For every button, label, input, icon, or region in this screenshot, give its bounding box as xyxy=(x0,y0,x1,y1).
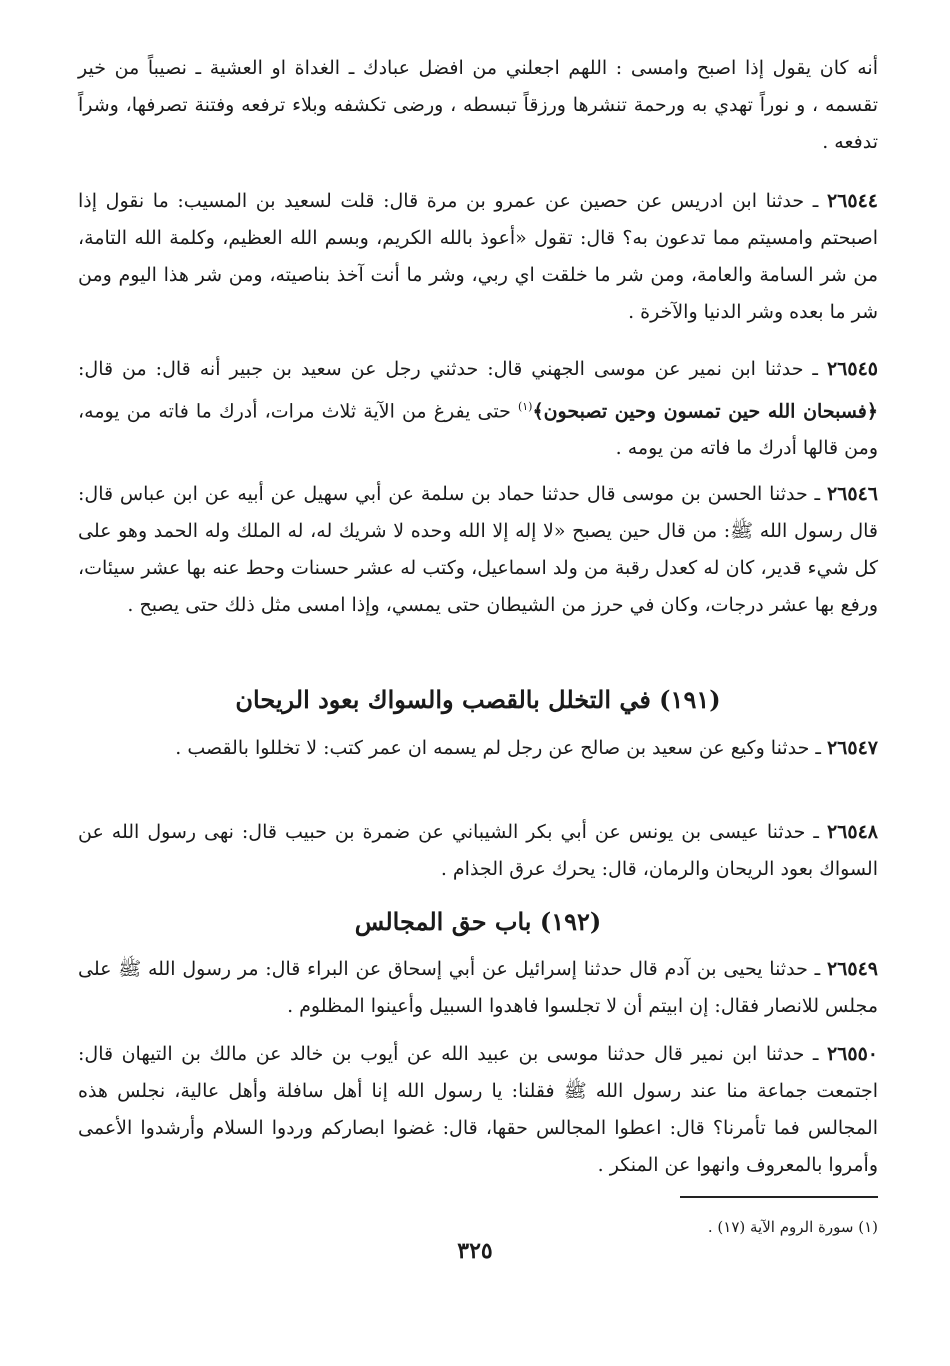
hadith-text: ـ حدثنا يحيى بن آدم قال حدثنا إسرائيل عن أبي إسحاق عن البراء قال: مر رسول الله ﷺ على مجلس للانصار فقال: إن ابيتم أن لا تجلسوا فاهدوا السبيل وأعينوا المظلوم . xyxy=(78,958,878,1017)
hadith-text: ـ حدثنا ابن ادريس عن حصين عن عمرو بن مرة قال: قلت لسعيد بن المسيب: ما نقول إذا اصبحتم وامسيتم مما تدعون به؟ قال: تقول «أعوذ بالله الكريم، وبسم الله العظيم، وكلمة الله التامة، من شر السامة والعامة، ومن شر ما خلقت اي ربي، وشر ما أنت آخذ بناصيته، ومن شر هذا اليوم ومن شر ما بعده وشر الدنيا والآخرة . xyxy=(78,190,878,323)
hadith-26545 xyxy=(78,351,878,467)
hadith-26548 xyxy=(78,814,878,888)
hadith-26547 xyxy=(78,730,878,767)
hadith-number: ٢٦٥٤٤ xyxy=(826,190,878,212)
chapter-heading-192: (١٩٢) باب حق المجالس xyxy=(354,907,602,936)
hadith-number: ٢٦٥٤٧ xyxy=(826,737,878,759)
chapter-heading-191: (١٩١) في التخلل بالقصب والسواك بعود الريحان xyxy=(235,685,721,714)
hadith-text: ـ حدثنا ابن نمير قال حدثنا موسى بن عبيد الله عن أيوب بن خالد عن مالك بن التيهان قال: اجتمعت جماعة منا عند رسول الله ﷺ فقلنا: يا رسول الله إنا أهل سافلة وأهل عالية، نجلس هذه المجالس فما تأمرنا؟ قال: اعطوا المجالس حقها، قال: غضوا ابصاركم وردوا السلام وأرشدوا الأعمى وأمروا بالمعروف وانهوا عن المنكر . xyxy=(78,1043,878,1176)
hadith-26550 xyxy=(78,1036,878,1184)
hadith-number: ٢٦٥٤٨ xyxy=(826,821,878,843)
hadith-number: ٢٦٥٤٥ xyxy=(826,358,878,380)
intro-paragraph xyxy=(78,50,878,161)
hadith-text: ـ حدثنا الحسن بن موسى قال حدثنا حماد بن سلمة عن أبي سهيل عن أبيه عن ابن عباس قال: قال رسول الله ﷺ: من قال حين يصبح «لا إله إلا الله وحده لا شريك له، له الملك وله الحمد وهو على كل شيء قدير، كان له كعدل رقبة من ولد اسماعيل، وكتب له عشر حسنات وحط عنه بها عشر سيئات، ورفع بها عشر درجات، وكان في حرز من الشيطان حتى يمسي، وإذا امسى مثل ذلك حتى يصبح . xyxy=(78,483,878,616)
hadith-26549 xyxy=(78,951,878,1025)
page-number: ٣٢٥ xyxy=(457,1238,493,1264)
intro-text: أنه كان يقول إذا اصبح وامسى : اللهم اجعلني من افضل عبادك ـ الغداة او العشية ـ نصيباً من خير تقسمه ، و نوراً تهدي به ورحمة تنشرها ورزقاً تبسطه ، ورضى تكشفه وبلاء ترفعه وفتنة تصرفها، وشراً تدفعه . xyxy=(78,57,878,153)
hadith-text-continued: حتى يفرغ من الآية ثلاث مرات، أدرك ما فاته من يومه، ومن قالها أدرك ما فاته من يومه . xyxy=(78,400,878,460)
hadith-number: ٢٦٥٤٦ xyxy=(826,483,878,505)
hadith-number: ٢٦٥٤٩ xyxy=(826,958,878,980)
hadith-26546 xyxy=(78,476,878,624)
hadith-number: ٢٦٥٥٠ xyxy=(826,1043,878,1065)
footnote: (١) سورة الروم الآية (١٧) . xyxy=(707,1218,878,1236)
quran-quote: ﴿فسبحان الله حين تمسون وحين تصبحون﴾ xyxy=(532,400,878,423)
hadith-text: ـ حدثنا عيسى بن يونس عن أبي بكر الشيباني عن ضمرة بن حبيب قال: نهى رسول الله عن السواك بعود الريحان والرمان، قال: يحرك عرق الجذام . xyxy=(78,821,878,880)
hadith-text: ـ حدثنا وكيع عن سعيد بن صالح عن رجل لم يسمه ان عمر كتب: لا تخللوا بالقصب . xyxy=(175,737,827,759)
footnote-divider xyxy=(680,1196,878,1198)
hadith-text: ـ حدثنا ابن نمير عن موسى الجهني قال: حدثني رجل عن سعيد بن جبير أنه قال: من قال: xyxy=(78,358,827,380)
hadith-26544 xyxy=(78,183,878,331)
footnote-ref: (١) xyxy=(517,400,533,413)
